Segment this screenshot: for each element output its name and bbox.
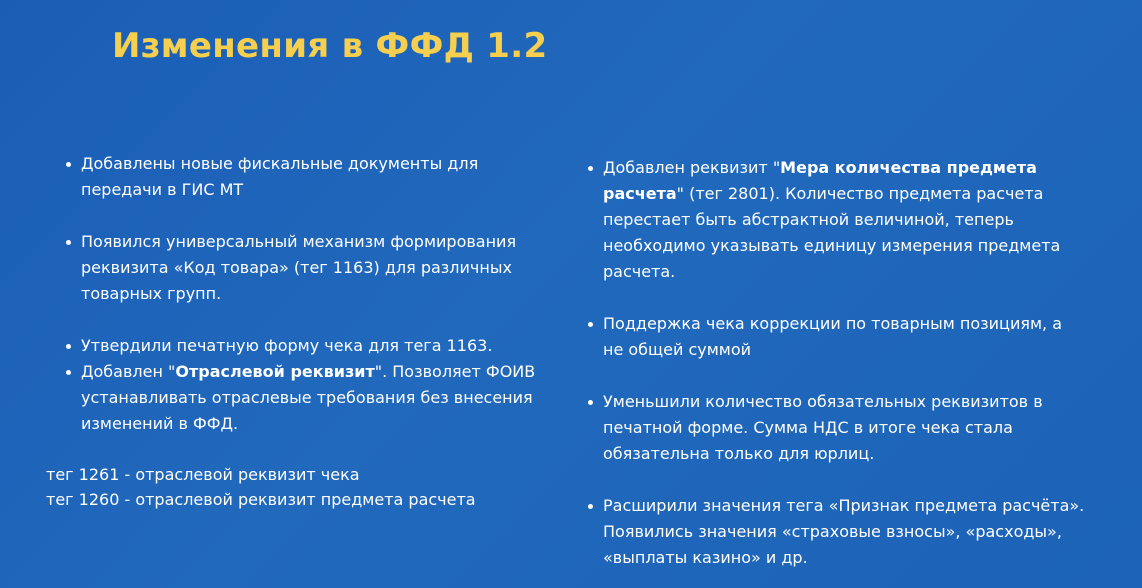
bullet-text-suffix: " (тег 2801). Количество предмета расчета перестает быть абстрактной величиной, теперь необходимо указывать единицу измерения предмета расчета. [603, 184, 1061, 281]
left-bullet-list [64, 151, 544, 437]
slide-title: Изменения в ФФД 1.2 [112, 26, 548, 66]
bullet-text-suffix: ". Позволяет ФОИВ устанавливать отраслевые требования без внесения изменений в ФФД. [81, 362, 536, 433]
bullet-text: Поддержка чека коррекции по товарным позициям, а не общей суммой [603, 314, 1063, 359]
bullet-item [64, 333, 544, 359]
tag-note-1260: тег 1260 - отраслевой реквизит предмета расчета [46, 490, 476, 509]
bullet-item [586, 389, 1086, 467]
bullet-item [64, 151, 544, 203]
bullet-item [64, 229, 544, 307]
left-column [64, 151, 544, 437]
bullet-item [586, 311, 1086, 363]
bullet-text-prefix: Добавлен " [81, 362, 176, 381]
bullet-text: Появился универсальный механизм формирования реквизита «Код товара» (тег 1163) для различных товарных групп. [81, 232, 517, 303]
bullet-item [586, 155, 1086, 285]
bullet-item [64, 359, 544, 437]
bullet-text: Утвердили печатную форму чека для тега 1163. [81, 336, 493, 355]
bullet-text: Расширили значения тега «Признак предмета расчёта». Появились значения «страховые взносы», «расходы», «выплаты казино» и др. [603, 496, 1085, 567]
bold-term: Отраслевой реквизит [175, 362, 375, 381]
bullet-item [586, 493, 1086, 571]
bold-term: Мера количества предмета расчета [603, 158, 1037, 203]
right-column [586, 155, 1086, 571]
bullet-text: Уменьшили количество обязательных реквизитов в печатной форме. Сумма НДС в итоге чека стала обязательна только для юрлиц. [603, 392, 1043, 463]
bullet-text-prefix: Добавлен реквизит " [603, 158, 781, 177]
bullet-text: Добавлены новые фискальные документы для передачи в ГИС МТ [81, 154, 479, 199]
tag-note-1261: тег 1261 - отраслевой реквизит чека [46, 465, 360, 484]
right-bullet-list [586, 155, 1086, 571]
